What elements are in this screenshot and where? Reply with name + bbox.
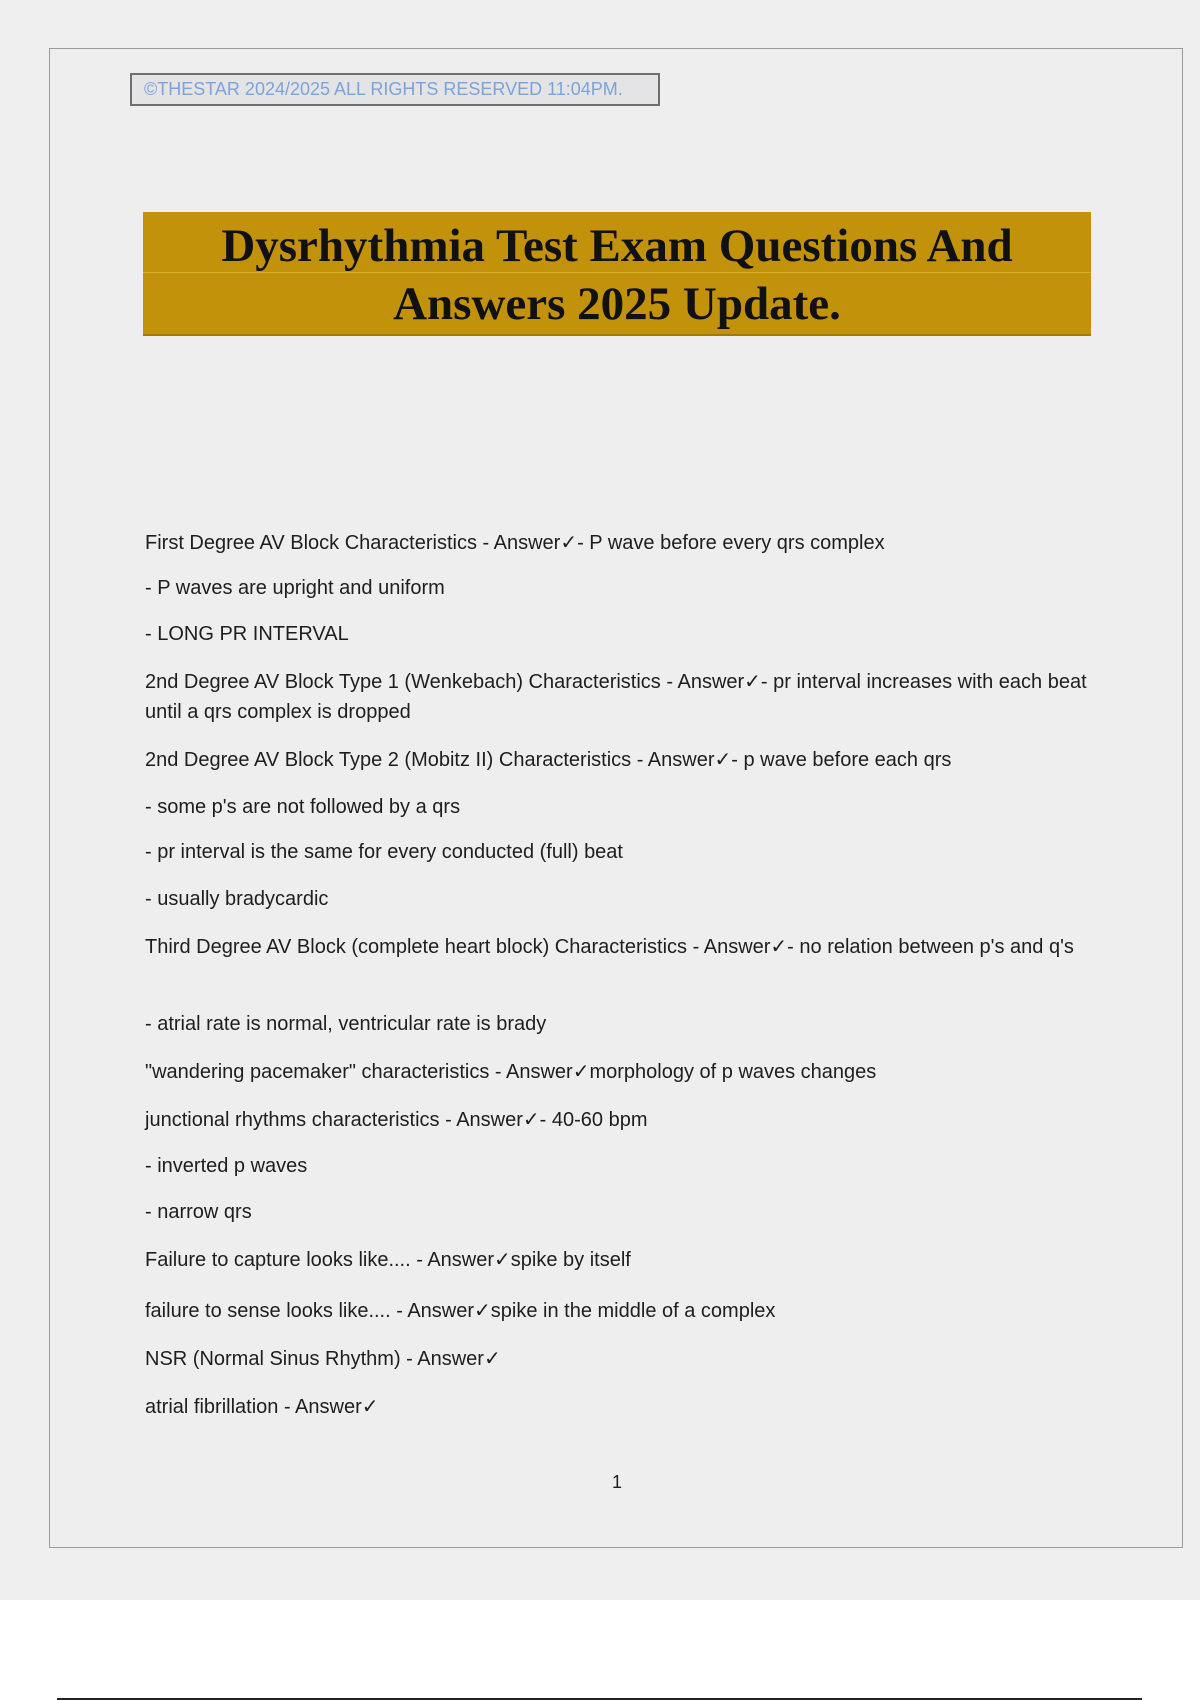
qa-line: 2nd Degree AV Block Type 2 (Mobitz II) Characteristics - Answer✓- p wave before each qrs [145,749,952,771]
qa-line: - pr interval is the same for every conducted (full) beat [145,841,623,863]
qa-line: failure to sense looks like.... - Answer✓spike in the middle of a complex [145,1300,776,1322]
qa-line: "wandering pacemaker" characteristics - Answer✓morphology of p waves changes [145,1061,877,1083]
title-divider [143,272,1091,273]
qa-line: 2nd Degree AV Block Type 1 (Wenkebach) Characteristics - Answer✓- pr interval increases with each beat until a qrs complex is dropped [145,671,1087,723]
qa-line: First Degree AV Block Characteristics - Answer✓- P wave before every qrs complex [145,532,885,554]
qa-line: junctional rhythms characteristics - Answer✓- 40-60 bpm [145,1109,648,1131]
qa-line: atrial fibrillation - Answer✓ [145,1396,379,1418]
qa-line: - some p's are not followed by a qrs [145,796,461,818]
qa-line: - LONG PR INTERVAL [145,623,349,645]
qa-line: NSR (Normal Sinus Rhythm) - Answer✓ [145,1348,501,1370]
qa-line: Failure to capture looks like.... - Answer✓spike by itself [145,1249,631,1271]
document-title-line-1: Dysrhythmia Test Exam Questions And [221,220,1013,272]
qa-line: - P waves are upright and uniform [145,577,445,599]
document-title-line-2: Answers 2025 Update. [393,278,841,330]
document-title-banner [143,212,1091,334]
qa-line: - usually bradycardic [145,888,329,910]
qa-line: - atrial rate is normal, ventricular rate is brady [145,1013,547,1035]
qa-line: - narrow qrs [145,1201,252,1223]
copyright-watermark: ©THESTAR 2024/2025 ALL RIGHTS RESERVED 11:04PM. [130,73,660,106]
qa-line: - inverted p waves [145,1155,308,1177]
qa-line: Third Degree AV Block (complete heart block) Characteristics - Answer✓- no relation between p's and q's [145,936,1074,958]
page-number: 1 [611,1472,622,1492]
